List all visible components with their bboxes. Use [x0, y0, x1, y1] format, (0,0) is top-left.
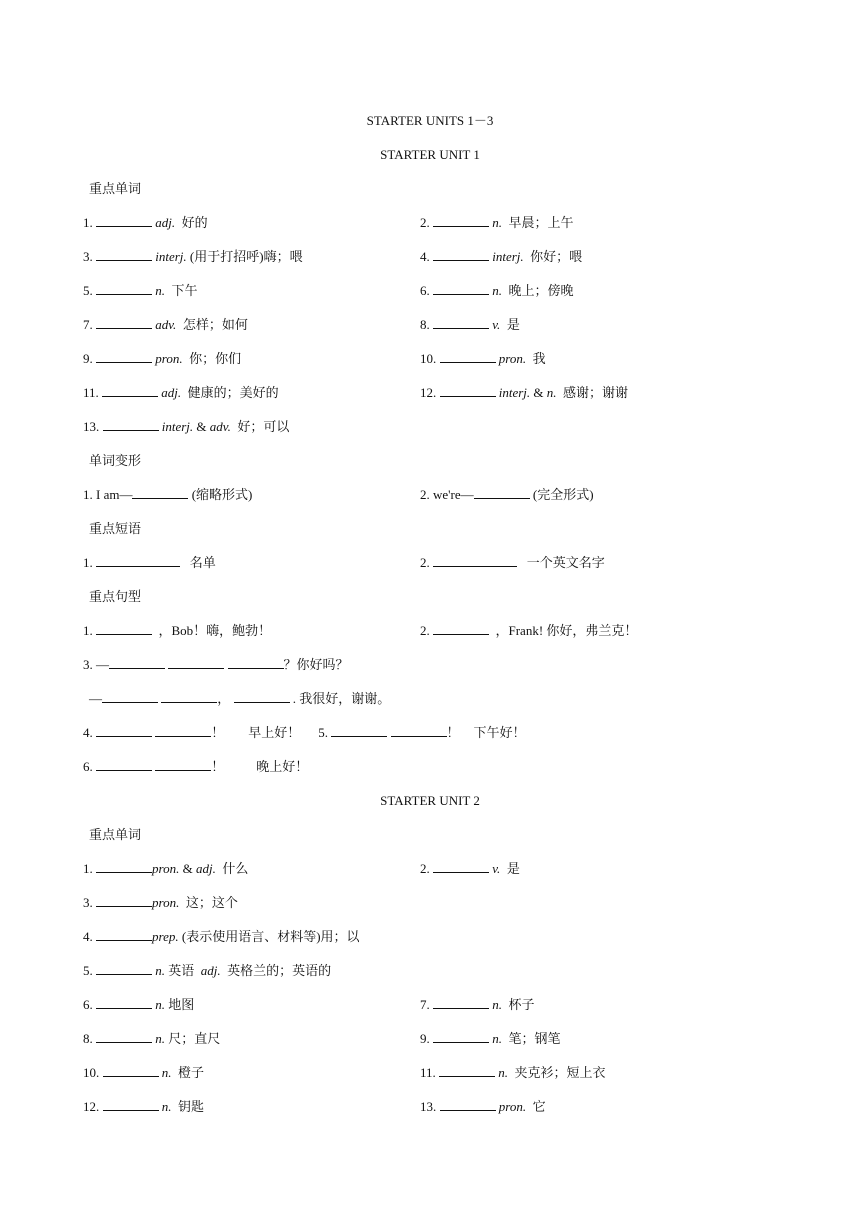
answer-blank[interactable] — [433, 214, 489, 227]
answer-blank[interactable] — [96, 996, 152, 1009]
u1-word-6: 6. n. 晚上；傍晚 — [420, 283, 574, 298]
u1-word-8: 8. v. 是 — [420, 317, 520, 332]
u2-word-4: 4. prep. (表示使用语言、材料等)用；以 — [83, 929, 360, 944]
answer-blank[interactable] — [391, 724, 447, 737]
u2-word-6: 6. n. 地图 — [83, 997, 195, 1012]
u1-word-9: 9. pron. 你；你们 — [83, 351, 242, 366]
u1-sentence-3: 3. — ？你好吗？ — [83, 657, 349, 672]
answer-blank[interactable] — [440, 384, 496, 397]
answer-blank[interactable] — [440, 350, 496, 363]
unit1-heading: STARTER UNIT 1 — [380, 147, 480, 162]
u1-word-5: 5. n. 下午 — [83, 283, 198, 298]
u1-word-12: 12. interj. & n. 感谢；谢谢 — [420, 385, 629, 400]
u2-word-11: 11. n. 夹克衫；短上衣 — [420, 1065, 606, 1080]
u2-word-13: 13. pron. 它 — [420, 1099, 546, 1114]
answer-blank[interactable] — [96, 860, 152, 873]
u2-word-7: 7. n. 杯子 — [420, 997, 535, 1012]
answer-blank[interactable] — [103, 418, 159, 431]
u2-word-1: 1. pron. & adj. 什么 — [83, 861, 249, 876]
answer-blank[interactable] — [96, 248, 152, 261]
u2-word-10: 10. n. 橙子 — [83, 1065, 205, 1080]
u1-phrase-1: 1. 名单 — [83, 555, 216, 570]
u1-word-2: 2. n. 早晨；上午 — [420, 215, 574, 230]
u1-word-4: 4. interj. 你好；喂 — [420, 249, 583, 264]
answer-blank[interactable] — [433, 996, 489, 1009]
answer-blank[interactable] — [109, 656, 165, 669]
u1-word-7: 7. adv. 怎样；如何 — [83, 317, 248, 332]
answer-blank[interactable] — [155, 758, 211, 771]
answer-blank[interactable] — [96, 554, 180, 567]
u1-word-11: 11. adj. 健康的；美好的 — [83, 385, 279, 400]
page-title: STARTER UNITS 1－3 — [366, 113, 494, 128]
u2-word-2: 2. v. 是 — [420, 861, 520, 876]
answer-blank[interactable] — [155, 724, 211, 737]
answer-blank[interactable] — [433, 282, 489, 295]
u1-word-1: 1. adj. 好的 — [83, 215, 208, 230]
u1-word-3: 3. interj. (用于打招呼)嗨；喂 — [83, 249, 303, 264]
u2-word-3: 3. pron. 这；这个 — [83, 895, 238, 910]
u2-word-9: 9. n. 笔；钢笔 — [420, 1031, 561, 1046]
answer-blank[interactable] — [433, 316, 489, 329]
u2-word-5: 5. n. 英语 adj. 英格兰的；英语的 — [83, 963, 332, 978]
answer-blank[interactable] — [103, 1064, 159, 1077]
answer-blank[interactable] — [96, 724, 152, 737]
u1-word-13: 13. interj. & adv. 好；可以 — [83, 419, 290, 434]
answer-blank[interactable] — [433, 860, 489, 873]
u2-word-12: 12. n. 钥匙 — [83, 1099, 205, 1114]
unit2-section-words: 重点单词 — [89, 827, 142, 842]
answer-blank[interactable] — [474, 486, 530, 499]
answer-blank[interactable] — [433, 622, 489, 635]
u1-sentence-2: 2. ，Frank! 你好，弗兰克！ — [420, 623, 638, 638]
u1-form-2: 2. we're— (完全形式) — [420, 487, 594, 502]
answer-blank[interactable] — [439, 1064, 495, 1077]
answer-blank[interactable] — [331, 724, 387, 737]
answer-blank[interactable] — [102, 690, 158, 703]
answer-blank[interactable] — [96, 928, 152, 941]
answer-blank[interactable] — [433, 554, 517, 567]
u1-form-1: 1. I am— (缩略形式) — [83, 487, 253, 502]
answer-blank[interactable] — [234, 690, 290, 703]
answer-blank[interactable] — [161, 690, 217, 703]
answer-blank[interactable] — [168, 656, 224, 669]
answer-blank[interactable] — [96, 316, 152, 329]
answer-blank[interactable] — [433, 248, 489, 261]
u1-sentence-6: 6. ！ 晚上好！ — [83, 759, 309, 774]
u1-sentence-1: 1. ，Bob！嗨，鲍勃！ — [83, 623, 272, 638]
unit1-section-sentences: 重点句型 — [89, 589, 142, 604]
answer-blank[interactable] — [96, 894, 152, 907]
answer-blank[interactable] — [440, 1098, 496, 1111]
answer-blank[interactable] — [103, 1098, 159, 1111]
answer-blank[interactable] — [96, 350, 152, 363]
unit2-heading: STARTER UNIT 2 — [380, 793, 480, 808]
answer-blank[interactable] — [96, 622, 152, 635]
answer-blank[interactable] — [96, 962, 152, 975]
answer-blank[interactable] — [433, 1030, 489, 1043]
u1-phrase-2: 2. 一个英文名字 — [420, 555, 605, 570]
unit1-section-words: 重点单词 — [89, 181, 142, 196]
u1-word-10: 10. pron. 我 — [420, 351, 546, 366]
u1-sentence-3-reply: — ， . 我很好，谢谢。 — [89, 691, 391, 706]
answer-blank[interactable] — [96, 214, 152, 227]
answer-blank[interactable] — [96, 758, 152, 771]
unit1-section-forms: 单词变形 — [89, 453, 142, 468]
u2-word-8: 8. n. 尺；直尺 — [83, 1031, 221, 1046]
answer-blank[interactable] — [132, 486, 188, 499]
answer-blank[interactable] — [102, 384, 158, 397]
unit1-section-phrases: 重点短语 — [89, 521, 142, 536]
answer-blank[interactable] — [96, 282, 152, 295]
u1-sentence-4-5: 4. ！ 早上好！ 5. ！ 下午好！ — [83, 725, 526, 740]
answer-blank[interactable] — [96, 1030, 152, 1043]
answer-blank[interactable] — [228, 656, 284, 669]
